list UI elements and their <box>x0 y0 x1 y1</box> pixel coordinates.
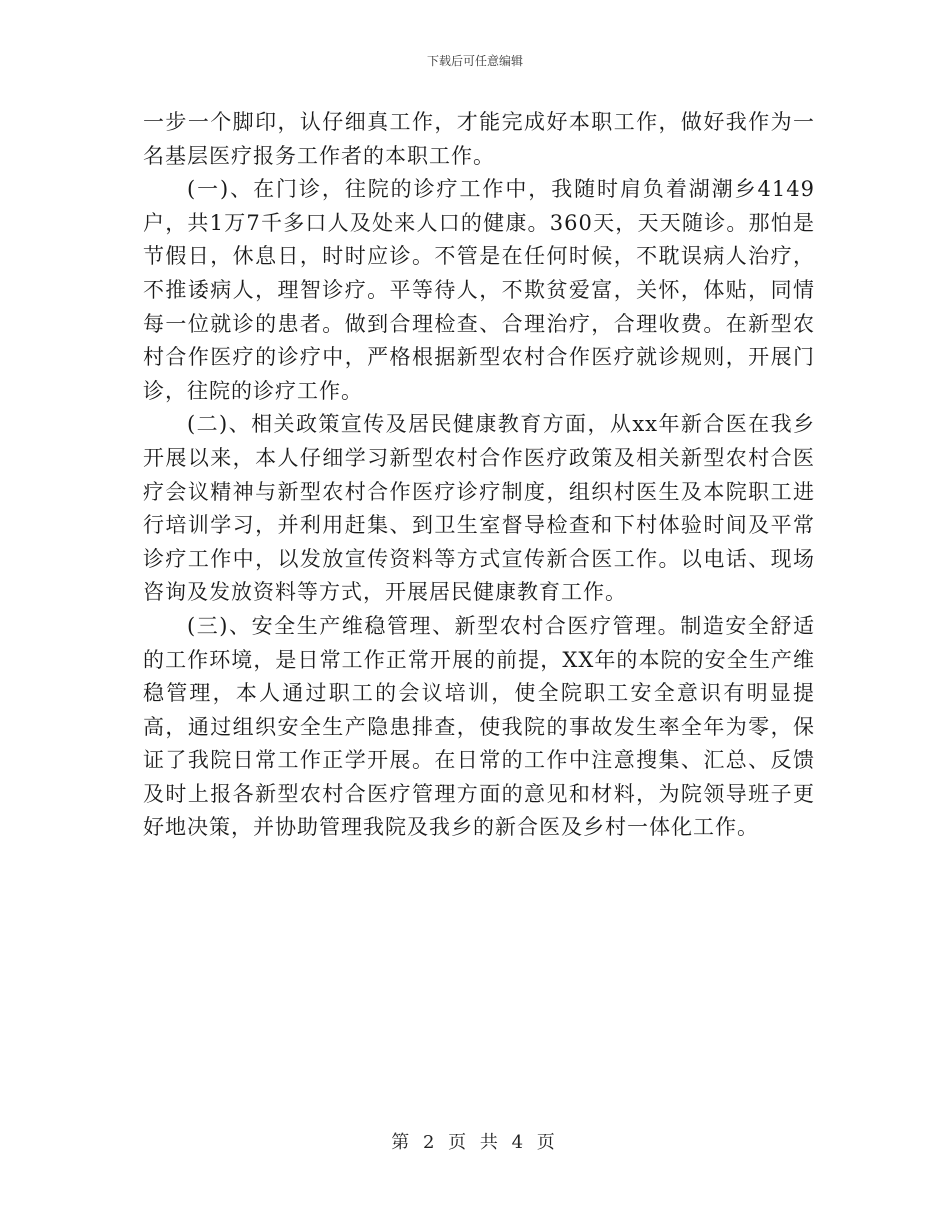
paragraph-section-1: (一)、在门诊，往院的诊疗工作中，我随时肩负着湖潮乡4149户，共1万7千多口人及处来人口的健康。360天，天天随诊。那怕是节假日，休息日，时时应诊。不管是在任何时候，不耽误病人治疗，不推诿病人，理智诊疗。平等待人，不欺贫爱富，关怀，体贴，同情每一位就诊的患者。做到合理检查、合理治疗，合理收费。在新型农村合作医疗的诊疗中，严格根据新型农村合作医疗就诊规则，开展门诊，往院的诊疗工作。 <box>143 177 815 403</box>
header-note: 下载后可任意编辑 <box>426 54 523 68</box>
paragraph-section-2: (二)、相关政策宣传及居民健康教育方面，从xx年新合医在我乡开展以来，本人仔细学习新型农村合作医疗政策及相关新型农村合医疗会议精神与新型农村合作医疗诊疗制度，组织村医生及本院职工进行培训学习，并利用赶集、到卫生室督导检查和下村体验时间及平常诊疗工作中，以发放宣传资料等方式宣传新合医工作。以电话、现场咨询及发放资料等方式，开展居民健康教育工作。 <box>143 412 815 605</box>
paragraph-continuation: 一步一个脚印，认仔细真工作，才能完成好本职工作，做好我作为一名基层医疗报务工作者的本职工作。 <box>143 110 815 168</box>
page-number: 第 2 页 共 4 页 <box>391 1132 559 1153</box>
document-body <box>143 106 815 845</box>
paragraph-section-3: (三)、安全生产维稳管理、新型农村合医疗管理。制造安全舒适的工作环境，是日常工作正常开展的前提，XX年的本院的安全生产维稳管理，本人通过职工的会议培训，使全院职工安全意识有明显提高，通过组织安全生产隐患排查，使我院的事故发生率全年为零，保证了我院日常工作正学开展。在日常的工作中注意搜集、汇总、反馈及时上报各新型农村合医疗管理方面的意见和材料，为院领导班子更好地决策，并协助管理我院及我乡的新合医及乡村一体化工作。 <box>143 613 815 840</box>
